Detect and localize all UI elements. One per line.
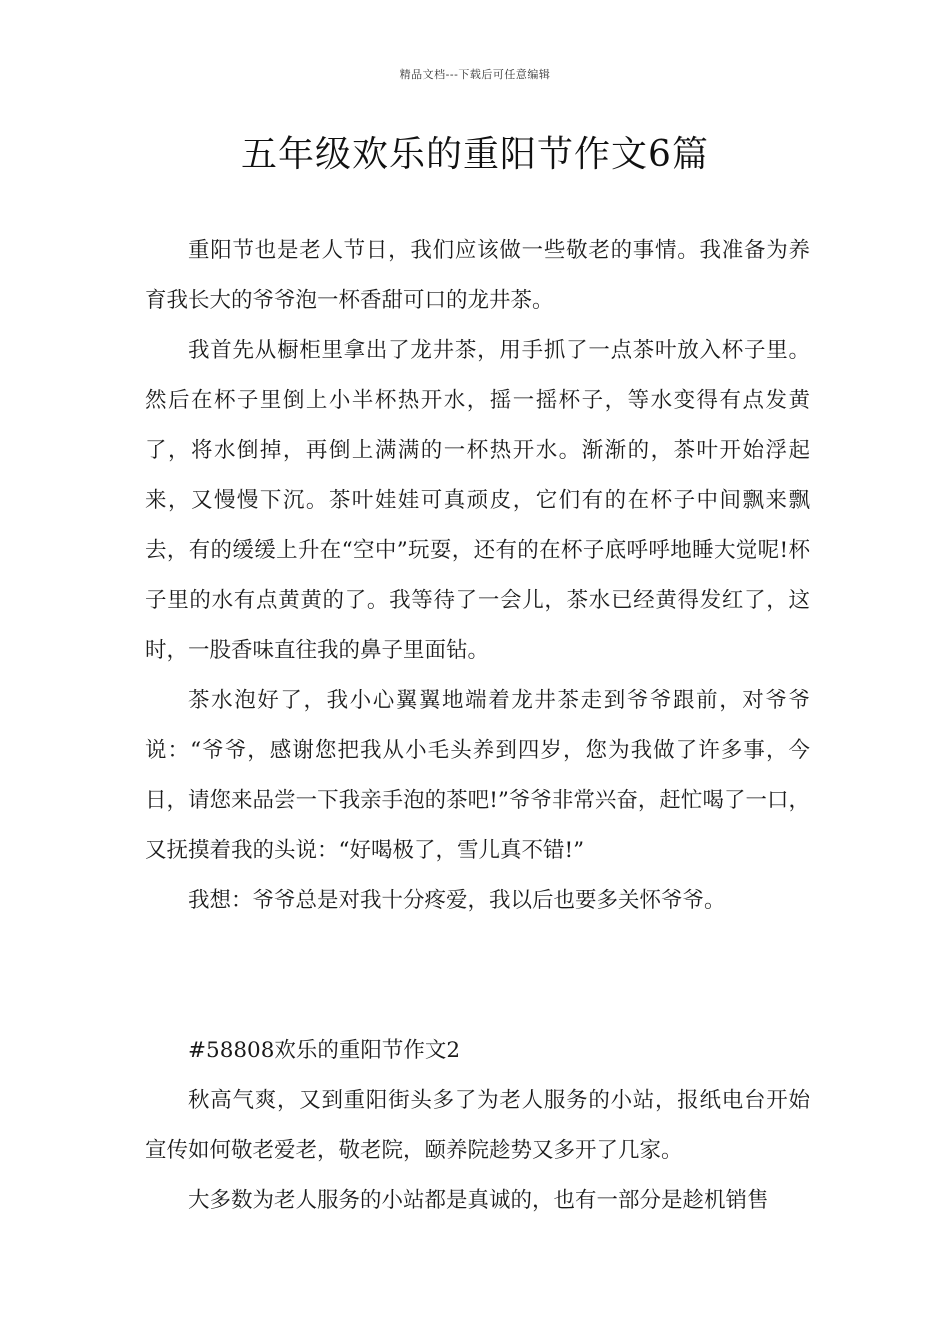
section-2-subtitle: #58808欢乐的重阳节作文2 [188,1038,461,1063]
paragraph-3: 茶水泡好了，我小心翼翼地端着龙井茶走到爷爷跟前，对爷爷说：“爷爷，感谢您把我从小毛头养到四岁，您为我做了许多事，今日，请您来品尝一下我亲手泡的茶吧!”爷爷非常兴奋，赶忙喝了一口，又抚摸着我的头说：“好喝极了，雪儿真不错!” [145,688,810,863]
document-body [145,226,810,1226]
document-title: 五年级欢乐的重阳节作文6篇 [241,134,709,175]
paragraph-1: 重阳节也是老人节日，我们应该做一些敬老的事情。我准备为养育我长大的爷爷泡一杯香甜可口的龙井茶。 [145,238,810,313]
section-2-paragraph-1: 秋高气爽，又到重阳街头多了为老人服务的小站，报纸电台开始宣传如何敬老爱老，敬老院，颐养院趁势又多开了几家。 [145,1088,810,1163]
header-note: 精品文档---下载后可任意编辑 [399,68,551,81]
paragraph-4: 我想：爷爷总是对我十分疼爱，我以后也要多关怀爷爷。 [188,888,726,913]
paragraph-2: 我首先从橱柜里拿出了龙井茶，用手抓了一点茶叶放入杯子里。然后在杯子里倒上小半杯热开水，摇一摇杯子，等水变得有点发黄了，将水倒掉，再倒上满满的一杯热开水。渐渐的，茶叶开始浮起来，又慢慢下沉。茶叶娃娃可真顽皮，它们有的在杯子中间飘来飘去，有的缓缓上升在“空中”玩耍，还有的在杯子底呼呼地睡大觉呢!杯子里的水有点黄黄的了。我等待了一会儿，茶水已经黄得发红了，这时，一股香味直往我的鼻子里面钻。 [145,338,810,663]
section-2-paragraph-2: 大多数为老人服务的小站都是真诚的，也有一部分是趁机销售 [188,1188,769,1213]
section-spacer [145,926,810,1026]
